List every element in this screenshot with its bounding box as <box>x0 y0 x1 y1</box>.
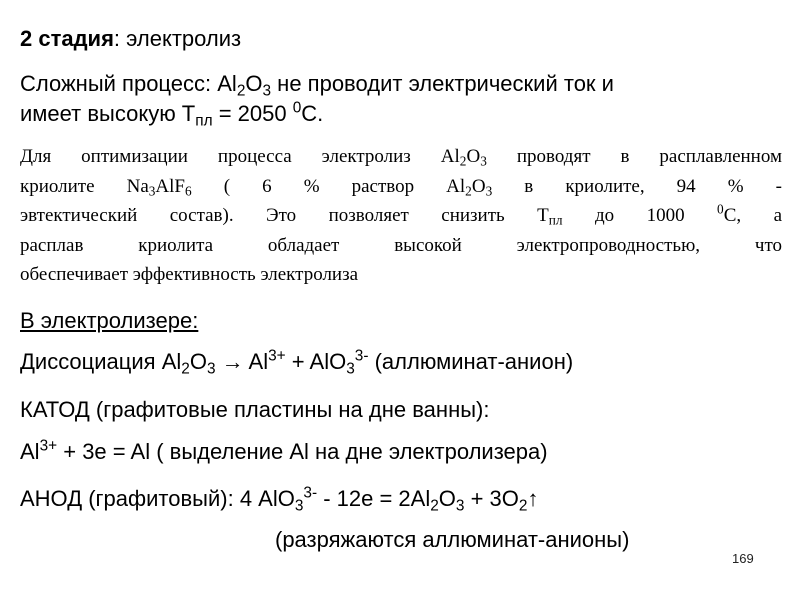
cathode-reaction: $Al^{3+} + 3e = Al$ ( выделение Al на дне электролизера) <box>20 437 548 464</box>
complex-line-1: Сложный процесс: $Al_2O_3$ не проводит электрический ток и <box>20 71 614 100</box>
para-line-1: Для оптимизации процесса электролиз $Al_2O_3$ проводят в расплавленном <box>20 146 783 169</box>
anode-reaction: АНОД (графитовый): 4 $AlO_3^{3-} - 12e = 2Al_2O_3$ + $3O_2↑$ <box>20 484 539 515</box>
para-line-4: расплав криолита обладает высокой электропроводностью, что <box>20 235 782 256</box>
slide-title: 2 стадия: электролиз <box>20 26 242 51</box>
electrolyzer-heading: В электролизере: <box>20 308 199 333</box>
para-line-5: обеспечивает эффективность электролиза <box>20 264 359 285</box>
cathode-label: КАТОД (графитовые пластины на дне ванны): <box>20 397 490 422</box>
anode-note: (разряжаются аллюминат-анионы) <box>275 527 630 552</box>
para-line-3: эвтектический состав). Это позволяет снизить $Т_{пл}$ до 1000 $^0$С, а <box>20 201 783 228</box>
para-line-2: криолите $Na_3AlF_6$ ( 6 % раствор $Al_2O_3$ в криолите, 94 % - <box>20 176 782 199</box>
dissociation-equation: Диссоциация $Al_2O_3 \to Al^{3+} + AlO_3^{3-}$ (аллюминат-анион) <box>20 347 574 378</box>
page-number: 169 <box>732 551 754 566</box>
complex-line-2: имеет высокую $Т_{пл} = 2050$ $^0$С. <box>20 99 324 130</box>
